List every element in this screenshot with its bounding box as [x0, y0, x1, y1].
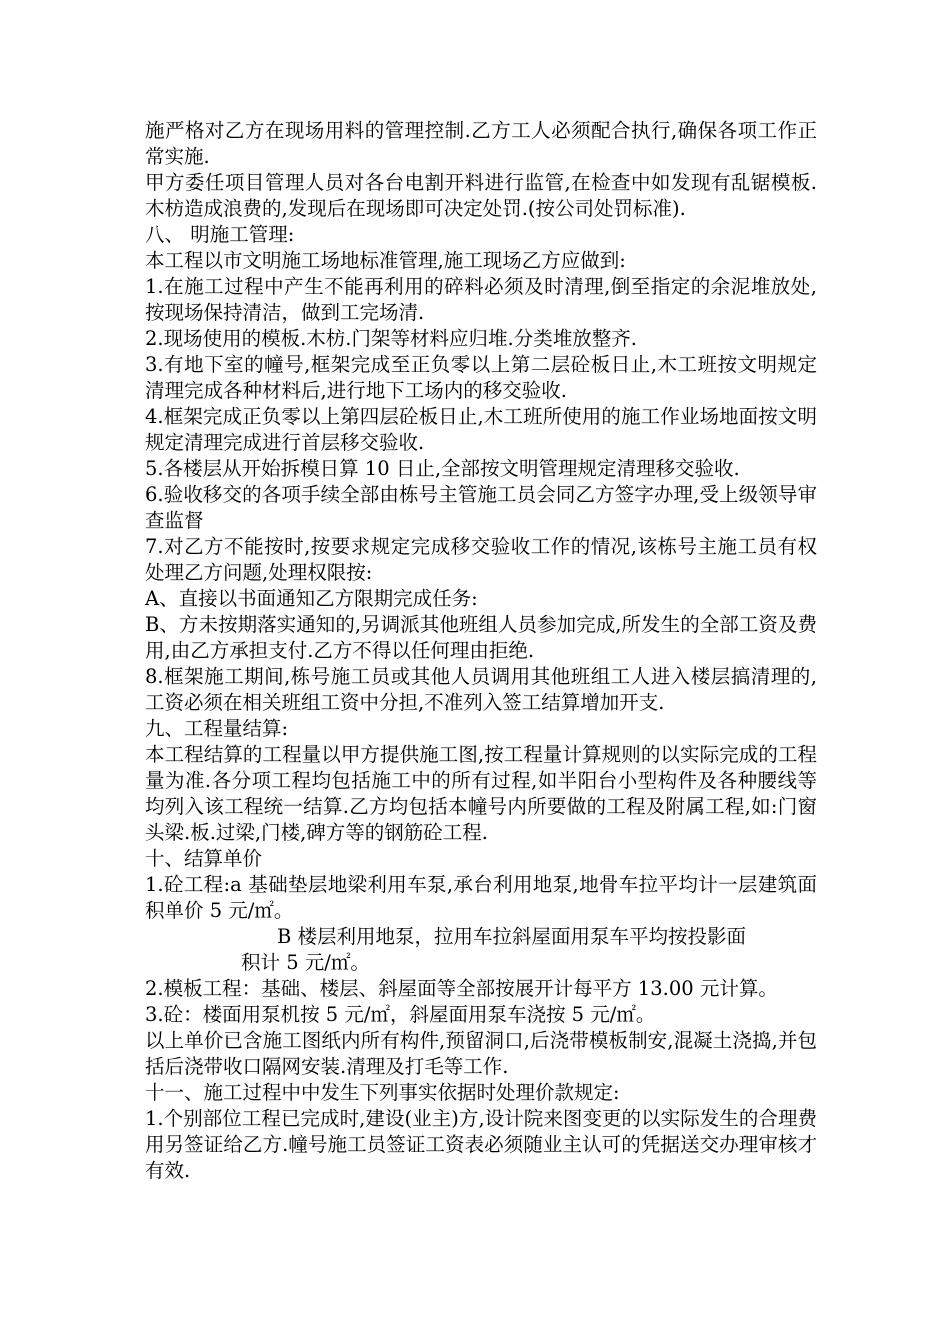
price-item-concrete-b-line1: B 楼层利用地泵，拉用车拉斜屋面用泵车平均按投影面: [277, 925, 747, 948]
list-item-1: 1.在施工过程中产生不能再利用的碎料必须及时清理,倒至指定的余泥堆放处,按现场保持清洁，做到工完场清.: [145, 275, 817, 324]
list-item-6: 6.验收移交的各项手续全部由栋号主管施工员会同乙方签字办理,受上级领导审查监督: [145, 483, 817, 532]
section-heading-8: 八、 明施工管理:: [145, 223, 295, 246]
list-item-3: 3.有地下室的幢号,框架完成至正负零以上第二层砼板日止,木工班按文明规定清理完成各种材料后,进行地下工场内的移交验收.: [145, 353, 817, 402]
price-item-formwork: 2.模板工程：基础、楼层、斜屋面等全部按展开计每平方 13.00 元计算。: [145, 977, 778, 1000]
list-item-7: 7.对乙方不能按时,按要求规定完成移交验收工作的情况,该栋号主施工员有权处理乙方问题,处理权限按:: [145, 535, 817, 584]
list-item-5: 5.各楼层从开始拆模日算 10 日止,全部按文明管理规定清理移交验收.: [145, 457, 740, 480]
paragraph-quantity-settlement: 本工程结算的工程量以甲方提供施工图,按工程量计算规则的以实际完成的工程量为准.各分项工程均包括施工中的所有过程,如半阳台小型构件及各种腰线等均列入该工程统一结算.乙方均包括本幢号内所要做的工程及附属工程,如:门窗头梁.板.过梁,门楼,碑方等的钢筋砼工程.: [145, 743, 817, 844]
list-item-8: 8.框架施工期间,栋号施工员或其他人员调用其他班组工人进入楼层搞清理的,工资必须在相关班组工资中分担,不准列入签工结算增加开支.: [145, 665, 817, 714]
paragraph-price-includes: 以上单价已含施工图纸内所有构件,预留洞口,后浇带模板制安,混凝土浇捣,并包括后浇带收口隔网安装.清理及打毛等工作.: [145, 1029, 817, 1078]
section-heading-10: 十、结算单价: [145, 847, 263, 870]
list-item-2: 2.现场使用的模板.木枋.门架等材料应归堆.分类堆放整齐.: [145, 327, 637, 350]
price-item-concrete-pump: 3.砼：楼面用泵机按 5 元/㎡，斜屋面用泵车浇按 5 元/㎡。: [145, 1003, 656, 1026]
price-item-concrete: 1.砼工程:a 基础垫层地梁利用车泵,承台利用地泵,地骨车拉平均计一层建筑面积单价 5 元/㎡。: [145, 873, 817, 922]
price-item-concrete-b-line2: 积计 5 元/㎡。: [241, 951, 370, 974]
section-heading-9: 九、工程量结算:: [145, 717, 289, 740]
section-heading-11: 十一、施工过程中中发生下列事实依据时处理价款规定:: [145, 1081, 620, 1104]
paragraph-material-control: 施严格对乙方在现场用料的管理控制.乙方工人必须配合执行,确保各项工作正常实施.: [145, 119, 817, 168]
paragraph-civilized-construction: 本工程以市文明施工场地标准管理,施工现场乙方应做到:: [145, 249, 626, 272]
paragraph-cutting-supervision: 甲方委任项目管理人员对各台电割开料进行监管,在检查中如发现有乱锯模板.木枋造成浪费的,发现后在现场即可决定处罚.(按公司处罚标准).: [145, 171, 817, 220]
list-item-4: 4.框架完成正负零以上第四层砼板日止,木工班所使用的施工作业场地面按文明规定清理完成进行首层移交验收.: [145, 405, 817, 454]
price-item-concrete-b: [145, 924, 817, 976]
list-item-11-1: 1.个别部位工程已完成时,建设(业主)方,设计院来图变更的以实际发生的合理费用另签证给乙方.幢号施工员签证工资表必须随业主认可的凭据送交办理审核才有效.: [145, 1107, 817, 1182]
list-item-a: A、直接以书面通知乙方限期完成任务:: [145, 587, 478, 610]
document-page: [145, 118, 817, 1184]
list-item-b: B、方未按期落实通知的,另调派其他班组人员参加完成,所发生的全部工资及费用,由乙方承担支付.乙方不得以任何理由拒绝.: [145, 613, 817, 662]
